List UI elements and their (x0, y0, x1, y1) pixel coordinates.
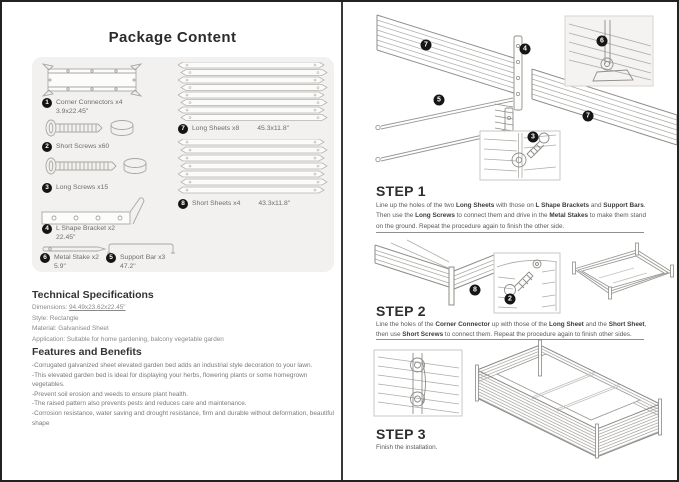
spec-line: Style: Rectangle (32, 314, 79, 322)
num-badge: 7 (583, 111, 594, 122)
part-label: L Shape Bracket x2 (56, 225, 116, 232)
part-label: Long Sheets x8 (192, 125, 240, 132)
part-number-badge: 7 (178, 124, 188, 134)
feature-line: -Corrosion resistance, water saving and drought resistance, firm and durable without deformation, beautiful shape (32, 410, 334, 427)
feature-line: -This elevated garden bed is ideal for displaying your herbs, flowering plants or some homegrown vegetables. (32, 371, 308, 389)
part-row (178, 199, 334, 209)
step1-text: Line up the holes of the two Long Sheets with those on L Shape Brackets and Support Bars. Then use the Long Screws to connect them and drive in the Metal Stakes to make them stand on the ground. Repeat the procedure again to finish the other side. (376, 202, 646, 230)
features-list (32, 361, 334, 428)
step2-text: Line the holes of the Corner Connector up with those of the Long Sheet and the Short Sheet, then use Short Screws to connect them. Repeat the procedure again to finish other sides. (376, 321, 647, 339)
num-badge: 3 (528, 132, 539, 143)
page-divider (341, 2, 343, 482)
part-size: 22.45" (56, 234, 76, 242)
part-row (40, 253, 104, 271)
corner-connector-drawing (42, 63, 144, 97)
long-screw-drawing (42, 153, 154, 179)
part-label: Support Bar x3 (120, 254, 166, 261)
feature-line: -Prevent soil erosion and weeds to ensure plant health. (32, 390, 188, 398)
page-title: Package Content (108, 29, 237, 46)
part-size: 47.2" (120, 263, 136, 271)
feature-line: -The raised pattern also prevents pests and reduces care and maintenance. (32, 400, 247, 408)
part-size: 3.9x22.45" (56, 108, 89, 116)
part-row (42, 183, 172, 193)
long-sheets-drawing (178, 62, 330, 122)
num-badge: 4 (520, 44, 531, 55)
part-size: 45.3x11.8" (257, 125, 290, 132)
num-badge: 7 (421, 40, 432, 51)
part-size: 5.9" (54, 263, 66, 271)
num-badge: 2 (505, 294, 516, 305)
step3-title: STEP 3 (376, 426, 426, 442)
part-row (42, 98, 172, 116)
part-number-badge: 5 (106, 253, 116, 263)
short-screw-drawing (42, 115, 142, 141)
part-number-badge: 6 (40, 253, 50, 263)
spec-line: Dimensions: 94.49x23.62x22.45" (32, 304, 126, 311)
spec-line: Material: Galvanised Sheet (32, 325, 109, 333)
part-number-badge: 3 (42, 183, 52, 193)
part-size: 43.3x11.8" (258, 200, 291, 207)
step-divider (376, 232, 644, 233)
part-number-badge: 1 (42, 98, 52, 108)
part-row (42, 142, 172, 152)
num-badge: 8 (470, 285, 481, 296)
num-badge: 6 (597, 36, 608, 47)
part-row (106, 253, 176, 271)
short-sheets-drawing (178, 139, 330, 195)
part-label: Short Sheets x4 (192, 200, 241, 207)
step1-title: STEP 1 (376, 183, 426, 199)
tech-specs-heading: Technical Specifications (32, 289, 154, 301)
part-label: Long Screws x15 (56, 184, 109, 191)
part-label: Short Screws x60 (56, 143, 110, 150)
part-label: Metal Stake x2 (54, 254, 99, 261)
part-number-badge: 8 (178, 199, 188, 209)
spec-line: Application: Suitable for home gardening, balcony vegetable garden (32, 335, 224, 343)
features-heading: Features and Benefits (32, 346, 142, 358)
part-number-badge: 2 (42, 142, 52, 152)
step1-diagram (347, 8, 679, 184)
step3-text: Finish the installation. (376, 444, 438, 451)
part-number-badge: 4 (42, 224, 52, 234)
feature-line: -Corrugated galvanized sheet elevated garden bed adds an industrial style decoration to your lawn. (32, 362, 313, 369)
part-label: Corner Connectors x4 (56, 99, 123, 106)
tech-specs-list (32, 303, 332, 345)
step2-title: STEP 2 (376, 303, 426, 319)
part-row (178, 124, 334, 134)
num-badge: 5 (434, 95, 445, 106)
